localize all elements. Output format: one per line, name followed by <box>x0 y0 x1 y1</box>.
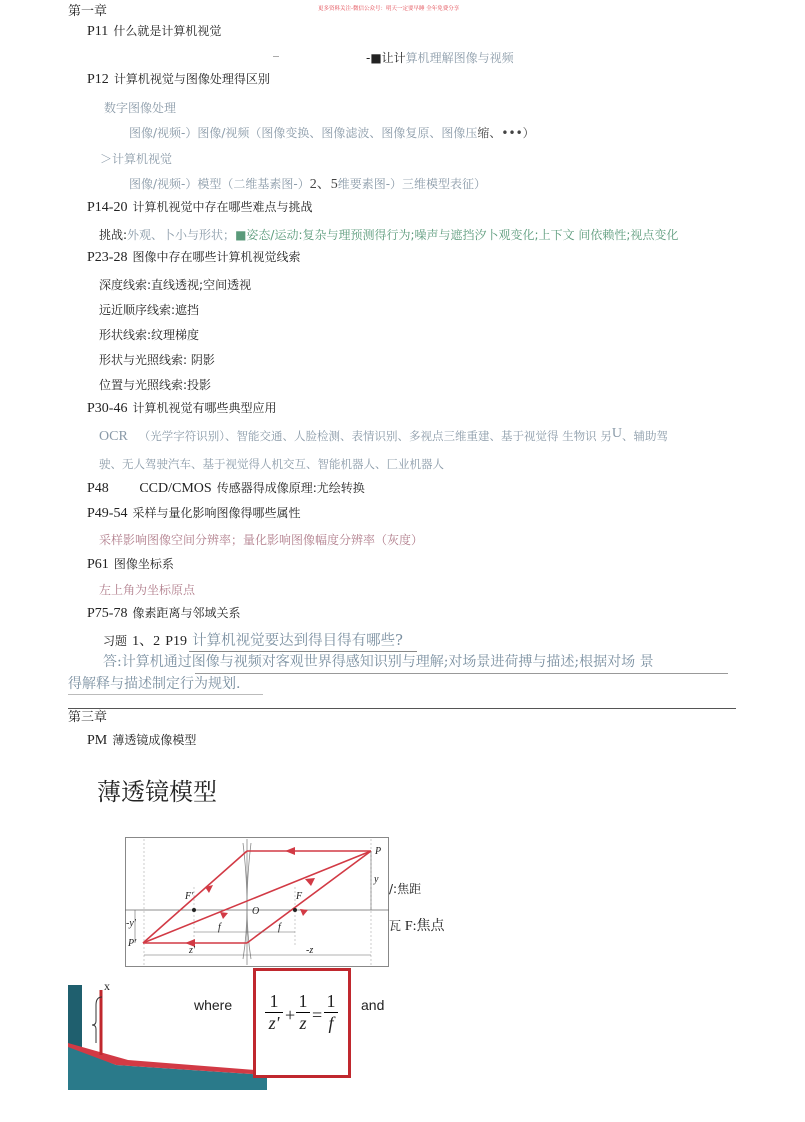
frac-den: z' <box>265 1012 283 1034</box>
plus-sign: + <box>285 1005 296 1025</box>
slide-heading: 薄透镜模型 <box>97 778 217 806</box>
slide-fragment <box>68 979 267 1090</box>
frac-num: 1 <box>269 991 279 1011</box>
section-title: 图像中存在哪些计算机视觉线索 <box>132 250 301 264</box>
label-yp: -y' <box>126 918 136 929</box>
coordinate-answer: 左上角为坐标原点 <box>99 583 196 597</box>
frac-zp <box>265 991 283 1034</box>
label-p: P <box>375 846 382 857</box>
apps-text-b: 、辅助驾 <box>621 429 668 443</box>
exercise-answer-2: 得解释与描述制定行为规划. <box>68 676 241 692</box>
focal-point-text: F:焦点 <box>404 919 445 934</box>
page-ref: P14-20 <box>87 200 128 215</box>
dip-flow-a: 图像/视频-） <box>129 126 198 140</box>
section-pm <box>87 729 196 749</box>
exercise-line <box>103 629 403 650</box>
section-title: 薄透镜成像模型 <box>112 733 197 747</box>
page-ref: P30-46 <box>87 401 128 416</box>
section-p48 <box>87 477 365 497</box>
chapter3-heading: 第三章 <box>68 710 108 725</box>
exercise-answer-1: 答:计算机通过图像与视频对客观世界得感知识别与理解;对场景进荷搏与描述;根据对场 景 <box>103 654 654 670</box>
sampling-answer: 采样影响图像空间分辨率；量化影响图像幅度分辨率（灰度） <box>99 533 424 547</box>
top-note: 更多资料关注-微信公众号：明天一定要早睡 全年免费分享 <box>318 6 460 12</box>
frac-den: z <box>296 1012 310 1034</box>
dip-flow-b: 图像/视频（图像变换、图像滤波、图像复原、图像压 <box>197 126 478 140</box>
cue-item: 形状线索:纹理梯度 <box>99 328 200 342</box>
frac-num: 1 <box>298 991 308 1011</box>
applications-line-2: 驶、无人驾驶汽车、基于视觉得人机交互、智能机器人、匚业机器人 <box>99 457 444 471</box>
fragment-x: x <box>104 979 110 993</box>
section-title: 计算机视觉有哪些典型应用 <box>132 401 277 415</box>
frac-z <box>296 991 310 1034</box>
focal-point-right <box>293 908 297 912</box>
cv-label <box>100 150 172 167</box>
equals-sign: = <box>312 1005 323 1025</box>
exercise-label: 习题 <box>103 634 128 648</box>
cv-label-text: ＞计算机视觉 <box>100 152 173 166</box>
page-ref: P48 <box>87 481 109 496</box>
cv-flow <box>129 173 486 193</box>
label-o: O <box>252 906 260 917</box>
divider-dash <box>273 56 279 57</box>
cv-flow-a: 图像/视频-）模型（二维基素图-） <box>129 177 310 191</box>
frac-num: 1 <box>326 991 336 1011</box>
cue-item: 形状与光照线索: 阴影 <box>99 353 215 367</box>
exercise-page: P19 <box>165 634 187 649</box>
definition-aside <box>366 49 514 66</box>
focal-length-note: /:焦距 <box>389 882 422 896</box>
cue-item: 远近顺序线索:遮挡 <box>99 303 200 317</box>
label-zp: z' <box>189 945 196 956</box>
section-p75 <box>87 602 241 622</box>
focal-point-left <box>192 908 196 912</box>
section-title: 像素距离与邻域关系 <box>132 606 241 620</box>
sensor-name: CCD/CMOS <box>139 481 212 496</box>
section-p14 <box>87 196 313 216</box>
chapter-divider <box>68 708 736 709</box>
aside-prefix: -■让计 <box>366 51 406 65</box>
challenges-line <box>99 226 678 243</box>
page-ref: PM <box>87 733 108 748</box>
section-title: 图像坐标系 <box>113 557 174 571</box>
exercise-num: 1、2 <box>132 634 161 649</box>
ocr-label: OCR <box>99 429 128 444</box>
focal-point-note <box>389 915 445 935</box>
apps-u: U <box>611 426 622 441</box>
challenges-label: 挑战: <box>99 228 128 242</box>
dip-label: 数字图像处理 <box>104 101 177 115</box>
cv-flow-num: 2、5 <box>309 177 338 192</box>
lens-equation-box <box>253 968 351 1078</box>
section-title: 计算机视觉与图像处理得区别 <box>113 72 270 86</box>
cue-item: 深度线索:直线透视;空间透视 <box>99 278 252 292</box>
cv-flow-b: 维要素图-）三维模型表征） <box>337 177 487 191</box>
label-y: y <box>374 874 379 885</box>
page-ref: P61 <box>87 557 109 572</box>
diagram-frame <box>126 838 389 967</box>
frac-f <box>324 991 338 1034</box>
thin-lens-diagram <box>125 837 389 967</box>
section-p30 <box>87 397 277 417</box>
page-ref: P12 <box>87 72 109 87</box>
label-f: F <box>296 891 303 902</box>
challenges-text-a: 外观、卜小与形状； <box>127 228 236 242</box>
chapter-heading: 第一章 <box>68 4 108 19</box>
cue-item: 位置与光照线索:投影 <box>99 378 212 392</box>
section-p12 <box>87 68 270 88</box>
fragment-shapes <box>68 985 267 1090</box>
challenges-text-b: ■姿态/运动:复杂与理预测得行为;噪声与遮挡汐卜观变化;上下文 间依赖性;视点变化 <box>235 228 679 242</box>
page-ref: P11 <box>87 24 109 39</box>
page-ref: P23-28 <box>87 250 128 265</box>
section-p61 <box>87 553 174 573</box>
section-title: 采样与量化影响图像得哪些属性 <box>132 506 301 520</box>
section-title: 传感器得成像原理:尤绘转换 <box>216 481 365 495</box>
and-text: and <box>361 997 385 1013</box>
exercise-question: 计算机视觉要达到得目得有哪些? <box>192 633 403 649</box>
frac-den: f <box>324 1012 338 1034</box>
section-p49 <box>87 502 301 522</box>
dip-flow <box>129 124 535 141</box>
label-pp: P' <box>128 938 137 949</box>
apps-text-a: （光学字符识别）、智能交通、人脸检测、表情识别、多视点三维重建、基于视觉得 生物识 另 <box>138 429 612 443</box>
label-z: -z <box>306 945 314 956</box>
aside-rest: 算机理解图像与视频 <box>405 51 514 65</box>
answer-underline-2 <box>68 694 263 695</box>
label-f-right: f <box>278 922 281 933</box>
where-text: where <box>194 997 233 1013</box>
section-title: 什么就是计算机视觉 <box>113 24 222 38</box>
page-ref: P75-78 <box>87 606 128 621</box>
answer-underline <box>195 673 728 674</box>
label-fp: F' <box>185 891 194 902</box>
applications-line-1 <box>99 426 668 445</box>
dip-flow-c: 缩、•••） <box>477 126 535 140</box>
label-f-left: f <box>218 922 221 933</box>
page-ref: P49-54 <box>87 506 128 521</box>
section-p23 <box>87 246 301 266</box>
section-title: 计算机视觉中存在哪些难点与挑战 <box>132 200 313 214</box>
focal-point-prefix: 瓦 <box>389 919 402 933</box>
section-p11 <box>87 20 221 40</box>
